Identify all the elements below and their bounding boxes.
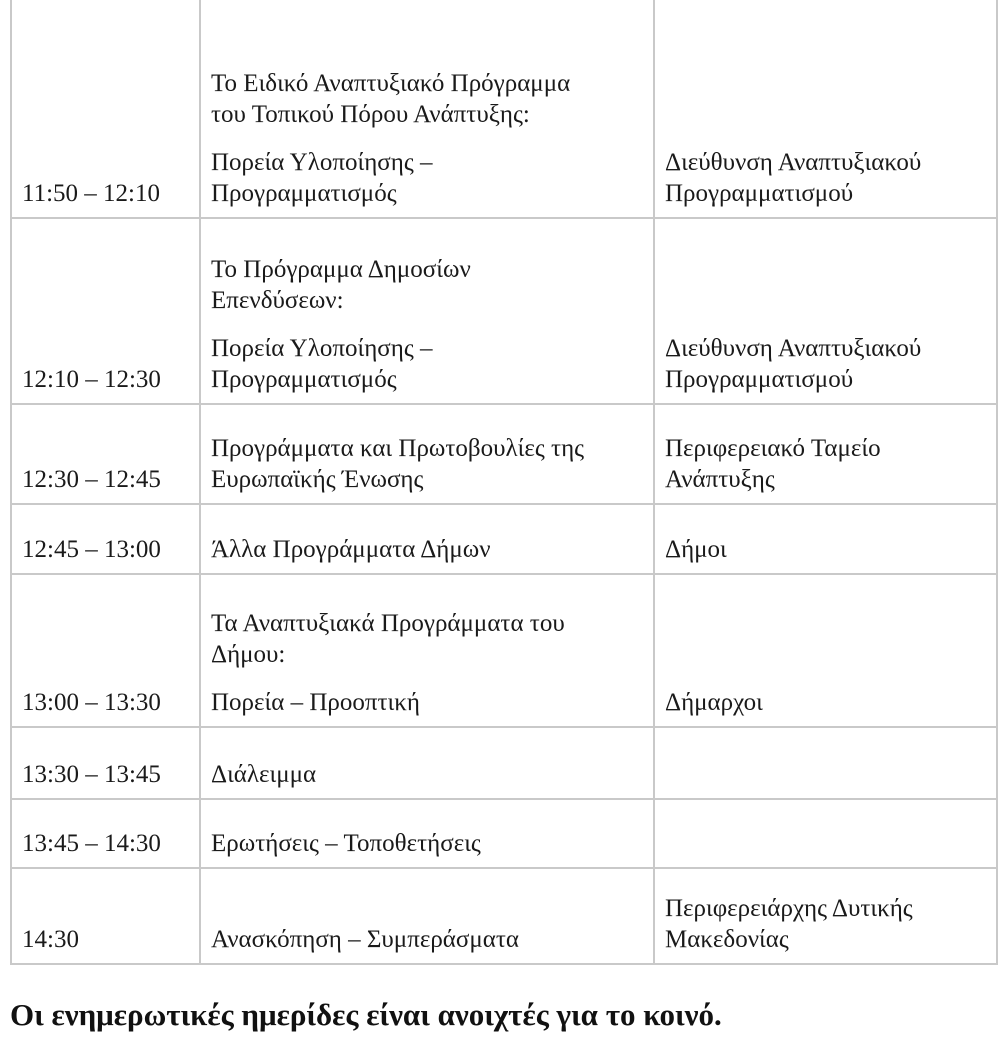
org-text: Δήμοι bbox=[665, 536, 727, 563]
table-row bbox=[11, 0, 997, 218]
org-cell bbox=[654, 727, 997, 799]
org-cell bbox=[654, 218, 997, 404]
table-row bbox=[11, 218, 997, 404]
table-row bbox=[11, 404, 997, 504]
topic-cell bbox=[200, 218, 654, 404]
topic-title: Τα Αναπτυξιακά Προγράμματα του Δήμου: bbox=[211, 610, 565, 668]
topic-cell bbox=[200, 0, 654, 218]
time-cell: 13:00 – 13:30 bbox=[11, 574, 200, 727]
time-cell: 12:30 – 12:45 bbox=[11, 404, 200, 504]
topic-text: Άλλα Προγράμματα Δήμων bbox=[211, 536, 491, 563]
org-text: Περιφερειάρχης Δυτικής Μακεδονίας bbox=[665, 895, 913, 953]
table-row bbox=[11, 574, 997, 727]
table-row bbox=[11, 727, 997, 799]
topic-cell bbox=[200, 727, 654, 799]
org-cell bbox=[654, 504, 997, 574]
org-text: Διεύθυνση Αναπτυξιακού Προγραμματισμού bbox=[665, 149, 922, 207]
table-row bbox=[11, 504, 997, 574]
topic-title: Το Ειδικό Αναπτυξιακό Πρόγραμμα του Τοπικού Πόρου Ανάπτυξης: bbox=[211, 70, 571, 128]
topic-cell bbox=[200, 574, 654, 727]
topic-text: Προγράμματα και Πρωτοβουλίες της Ευρωπαϊκής Ένωσης bbox=[211, 435, 585, 493]
org-cell bbox=[654, 574, 997, 727]
time-cell: 13:30 – 13:45 bbox=[11, 727, 200, 799]
org-cell bbox=[654, 799, 997, 868]
org-cell bbox=[654, 868, 997, 964]
time-cell: 13:45 – 14:30 bbox=[11, 799, 200, 868]
org-cell bbox=[654, 404, 997, 504]
time-cell: 12:10 – 12:30 bbox=[11, 218, 200, 404]
topic-title: Το Πρόγραμμα Δημοσίων Επενδύσεων: bbox=[211, 256, 471, 314]
org-text: Διεύθυνση Αναπτυξιακού Προγραμματισμού bbox=[665, 335, 922, 393]
topic-cell bbox=[200, 868, 654, 964]
topic-text: Πορεία – Προοπτική bbox=[211, 689, 420, 716]
topic-text: Πορεία Υλοποίησης – Προγραμματισμός bbox=[211, 149, 433, 207]
schedule-table bbox=[10, 0, 998, 965]
time-cell: 11:50 – 12:10 bbox=[11, 0, 200, 218]
org-text: Περιφερειακό Ταμείο Ανάπτυξης bbox=[665, 435, 881, 493]
org-text bbox=[665, 859, 996, 867]
table-row bbox=[11, 868, 997, 964]
time-cell: 14:30 bbox=[11, 868, 200, 964]
topic-cell bbox=[200, 404, 654, 504]
org-cell bbox=[654, 0, 997, 218]
topic-text: Διάλειμμα bbox=[211, 761, 317, 788]
time-cell: 12:45 – 13:00 bbox=[11, 504, 200, 574]
topic-text: Πορεία Υλοποίησης – Προγραμματισμός bbox=[211, 335, 433, 393]
footer-note: Οι ενημερωτικές ημερίδες είναι ανοιχτές για το κοινό. bbox=[10, 997, 722, 1032]
topic-text: Ανασκόπηση – Συμπεράσματα bbox=[211, 926, 520, 953]
topic-cell bbox=[200, 504, 654, 574]
table-row bbox=[11, 799, 997, 868]
org-text: Δήμαρχοι bbox=[665, 689, 763, 716]
topic-text: Ερωτήσεις – Τοποθετήσεις bbox=[211, 830, 481, 857]
topic-cell bbox=[200, 799, 654, 868]
org-text bbox=[665, 790, 996, 798]
